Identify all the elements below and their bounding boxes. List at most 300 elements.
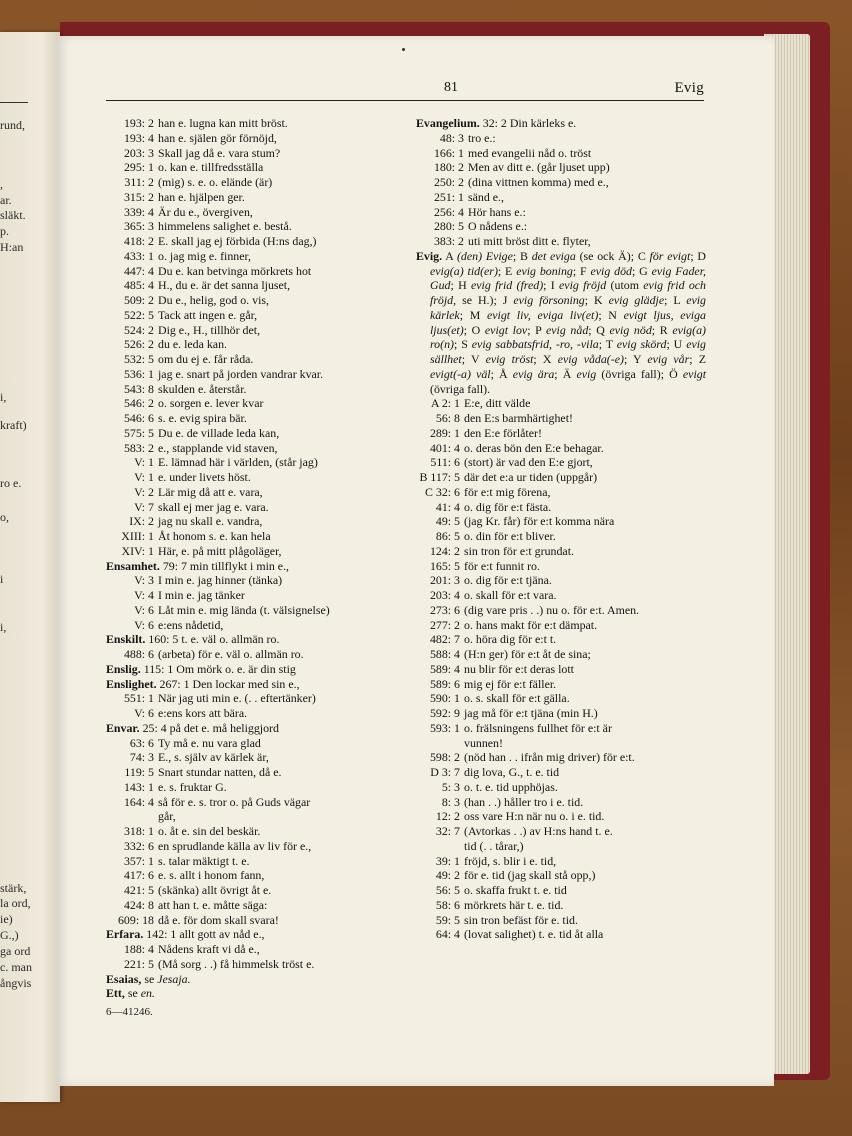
legend-term: evig fröjd xyxy=(559,278,607,293)
index-line xyxy=(106,426,396,441)
quotation-text: han e. själen gör förnöjd, xyxy=(158,130,277,145)
index-line xyxy=(106,264,396,279)
quotation-text: 267: 1 Den lockar med sin e., xyxy=(159,676,300,691)
right-column xyxy=(416,116,706,942)
index-line xyxy=(106,559,396,574)
hymn-reference: 277: 2 xyxy=(429,617,460,632)
index-line xyxy=(106,898,396,913)
index-line xyxy=(416,514,706,529)
left-page-fragment: H:an xyxy=(0,240,24,254)
index-line xyxy=(416,927,706,942)
index-line xyxy=(106,588,396,603)
index-line xyxy=(106,411,396,426)
index-line xyxy=(106,736,396,751)
quotation-text: 25: 4 på det e. må heliggjord xyxy=(142,720,279,735)
hymn-reference: 526: 2 xyxy=(123,337,154,352)
index-line xyxy=(106,367,396,382)
hymn-reference: 589: 6 xyxy=(429,676,460,691)
left-page-fragment: ar. xyxy=(0,193,12,207)
quotation-text: Dig e., H., tillhör det, xyxy=(158,322,261,337)
legend-term: evigt ljus, eviga ljus(et) xyxy=(430,307,706,337)
index-line xyxy=(106,337,396,352)
quotation-text: han e. hjälpen ger. xyxy=(158,189,245,204)
headword: Ett, xyxy=(106,986,125,1001)
index-line xyxy=(106,190,396,205)
index-line xyxy=(416,662,706,677)
hymn-reference: 48: 3 xyxy=(439,130,464,145)
quotation-text: e. s. fruktar G. xyxy=(158,779,227,794)
quotation-text: (jag Kr. får) för e:t komma nära xyxy=(464,514,615,529)
quotation-text: Nådens kraft vi då e., xyxy=(158,942,260,956)
quotation-text: jag nu skall e. vandra, xyxy=(158,514,263,529)
hymn-reference: 193: 4 xyxy=(123,130,154,145)
hymn-reference: V: 6 xyxy=(134,602,154,617)
hymn-reference: 289: 1 xyxy=(429,425,460,440)
quotation-text: skall ej mer jag e. vara. xyxy=(158,499,269,514)
legend-term: evig vår xyxy=(647,352,690,366)
quotation-text: sänd e., xyxy=(468,189,504,204)
quotation-text: o. jag mig e. finner, xyxy=(158,248,251,263)
index-line xyxy=(106,913,396,928)
quotation-text: H., du e. är det sanna ljuset, xyxy=(158,278,291,293)
hymn-reference: 609: 18 xyxy=(117,912,154,927)
quotation-text: (han . .) håller tro i e. tid. xyxy=(464,794,584,809)
quotation-text: 115: 1 Om mörk o. e. är din stig xyxy=(143,661,296,676)
legend-term: evig våda(-e) xyxy=(557,352,624,366)
hymn-reference: 180: 2 xyxy=(433,160,464,175)
quotation-text: nu blir för e:t deras lott xyxy=(464,661,574,676)
index-line xyxy=(106,942,396,957)
legend-term: evigt liv, eviga liv(et) xyxy=(487,307,599,322)
index-line xyxy=(416,780,706,795)
headword: Envar. xyxy=(106,720,140,735)
legend-term: (den) Evige xyxy=(456,248,513,263)
legend-term: evig Fader, Gud xyxy=(430,263,706,293)
index-line xyxy=(106,839,396,854)
left-page-fragment: G.,) xyxy=(0,928,19,942)
hymn-reference: V: 7 xyxy=(134,499,154,514)
index-line xyxy=(416,706,706,721)
cross-reference: Jesaja. xyxy=(157,971,191,986)
quotation-text: E. skall jag ej förbida (H:ns dag,) xyxy=(158,234,317,248)
index-line xyxy=(106,677,396,692)
hymn-reference: 49: 5 xyxy=(435,514,460,529)
headword: Enskilt. xyxy=(106,632,146,647)
index-line xyxy=(106,514,396,529)
index-line xyxy=(416,854,706,869)
quotation-text: (Må sorg . .) få himmelsk tröst e. xyxy=(158,956,315,971)
index-line xyxy=(416,824,706,839)
quotation-text: Åt honom s. e. kan hela xyxy=(158,529,271,543)
left-page-fragment: stärk, xyxy=(0,881,27,895)
index-line xyxy=(416,529,706,544)
hymn-reference: 315: 2 xyxy=(123,189,154,204)
hymn-reference: 32: 7 xyxy=(435,824,460,838)
quotation-text: (dig vare pris . .) nu o. för e:t. Amen. xyxy=(464,602,640,617)
quotation-text: Är du e., övergiven, xyxy=(158,204,253,219)
hymn-reference: 58: 6 xyxy=(435,897,460,912)
hymn-reference: 280: 5 xyxy=(433,219,464,234)
index-line xyxy=(106,573,396,588)
quotation-text: e:ens kors att bära. xyxy=(158,706,248,720)
index-line xyxy=(106,219,396,234)
signature-mark: 6—41246. xyxy=(106,1006,153,1018)
legend-term: evig sällhet xyxy=(430,337,706,366)
quotation-text: oss vare H:n när nu o. i e. tid. xyxy=(464,809,605,824)
hymn-reference: 592: 9 xyxy=(429,706,460,720)
index-line xyxy=(106,500,396,515)
legend-term: evig försoning xyxy=(513,293,585,307)
index-line xyxy=(416,677,706,692)
cross-reference: en. xyxy=(140,986,155,1001)
index-line xyxy=(106,205,396,220)
left-page-fragment: ro e. xyxy=(0,476,22,490)
hymn-reference: V: 1 xyxy=(134,455,154,470)
hymn-reference: 590: 1 xyxy=(429,691,460,706)
index-line xyxy=(106,854,396,869)
legend-term: evig nåd xyxy=(545,322,589,337)
left-page-fragment: släkt. xyxy=(0,208,26,222)
quotation-text: för e:t mig förena, xyxy=(464,484,551,499)
quotation-text: Lär mig då att e. vara, xyxy=(158,484,263,499)
quotation-text: o. skall för e:t vara. xyxy=(464,588,557,602)
index-line xyxy=(416,175,706,190)
hymn-reference: 273: 6 xyxy=(429,602,460,617)
quotation-text: med evangelii nåd o. tröst xyxy=(468,145,592,160)
quotation-text: för e:t funnit ro. xyxy=(464,558,540,573)
hymn-reference: 383: 2 xyxy=(433,234,464,248)
hymn-reference: 250: 2 xyxy=(433,175,464,189)
quotation-text: O nådens e.: xyxy=(468,219,528,234)
quotation-text: en sprudlande källa av liv för e., xyxy=(158,838,312,853)
index-line xyxy=(106,750,396,765)
index-line xyxy=(416,411,706,426)
index-line xyxy=(106,382,396,397)
quotation-text: Låt min e. mig lända (t. välsignelse) xyxy=(158,602,330,617)
index-line xyxy=(106,824,396,839)
left-page-fragment: i, xyxy=(0,390,7,404)
index-line xyxy=(416,868,706,883)
left-page-fragment: , xyxy=(0,177,3,191)
quotation-text: Du e. kan betvinga mörkrets hot xyxy=(158,263,312,278)
book-page xyxy=(56,36,774,1086)
index-line xyxy=(416,883,706,898)
hymn-reference: V: 1 xyxy=(134,470,154,484)
quotation-text: går, xyxy=(158,809,176,824)
hymn-reference: 164: 4 xyxy=(123,794,154,809)
quotation-text: Skall jag då e. vara stum? xyxy=(158,145,281,160)
hymn-reference: 311: 2 xyxy=(124,175,154,189)
legend-term: evig boning xyxy=(516,263,573,278)
quotation-text: e., stapplande vid staven, xyxy=(158,440,278,455)
hymn-reference: 339: 4 xyxy=(123,204,154,219)
index-line xyxy=(416,544,706,559)
hymn-reference: 295: 1 xyxy=(123,160,154,175)
index-line xyxy=(106,868,396,883)
legend-term: evig frid och fröjd xyxy=(430,278,707,307)
quotation-text: fröjd, s. blir i e. tid, xyxy=(464,853,557,868)
quotation-text: E., s. själv av kärlek är, xyxy=(158,750,269,765)
quotation-text: tid (. . tårar,) xyxy=(464,838,524,853)
index-line xyxy=(416,647,706,662)
index-line xyxy=(416,131,706,146)
headword: Erfara. xyxy=(106,927,144,942)
quotation-text: (dina vittnen komma) med e., xyxy=(468,175,609,189)
quotation-text: Tack att ingen e. går, xyxy=(158,307,258,322)
hymn-reference: 583: 2 xyxy=(123,440,154,455)
index-line xyxy=(416,691,706,706)
quotation-text: s. talar mäktigt t. e. xyxy=(158,853,250,868)
hymn-reference: 49: 2 xyxy=(435,868,460,883)
hymn-reference: 546: 6 xyxy=(123,411,154,425)
quotation-text: dig lova, G., t. e. tid xyxy=(464,765,560,779)
quotation-text: (lovat salighet) t. e. tid åt alla xyxy=(464,927,604,942)
index-line xyxy=(106,972,396,987)
quotation-text: 32: 2 Din kärleks e. xyxy=(482,116,577,130)
hymn-reference: 8: 3 xyxy=(441,794,460,809)
quotation-text: 160: 5 t. e. väl o. allmän ro. xyxy=(148,632,280,647)
index-line xyxy=(106,780,396,795)
quotation-text: där det e:a ur tiden (uppgår) xyxy=(464,470,598,484)
left-page-fragment: kraft) xyxy=(0,418,27,432)
left-page-rule xyxy=(0,102,28,103)
hymn-reference: 56: 5 xyxy=(435,883,460,897)
index-line xyxy=(106,603,396,618)
index-line xyxy=(106,706,396,721)
see-label: se xyxy=(127,986,138,1001)
index-line xyxy=(416,219,706,234)
hymn-reference: 5: 3 xyxy=(441,779,460,794)
hymn-reference: B 117: 5 xyxy=(419,470,460,484)
quotation-text: o. sorgen e. lever kvar xyxy=(158,396,264,411)
quotation-text: Snart stundar natten, då e. xyxy=(158,765,282,779)
index-line xyxy=(416,160,706,175)
hymn-reference: 64: 4 xyxy=(435,927,460,942)
index-line xyxy=(416,588,706,603)
hymn-reference: 143: 1 xyxy=(123,779,154,794)
index-line xyxy=(106,116,396,131)
hymn-reference: 524: 2 xyxy=(123,322,154,337)
hymn-reference: 543: 8 xyxy=(123,381,154,396)
index-line xyxy=(416,234,706,249)
page-header xyxy=(106,80,704,101)
hymn-reference: 332: 6 xyxy=(123,838,154,853)
quotation-text: tro e.: xyxy=(468,130,496,145)
hymn-reference: 551: 1 xyxy=(123,691,154,706)
quotation-text: o. dig för e:t tjäna. xyxy=(464,573,552,588)
hymn-reference: 546: 2 xyxy=(123,396,154,411)
quotation-text: den E:e förlåter! xyxy=(464,425,542,440)
legend-term: evig(a) ro(n) xyxy=(430,322,706,352)
quotation-text: himmelens salighet e. bestå. xyxy=(158,219,292,234)
index-line xyxy=(106,632,396,647)
quotation-text: e. under livets höst. xyxy=(158,470,251,484)
quotation-text: o. dig för e:t fästa. xyxy=(464,499,552,514)
hymn-reference: 401: 4 xyxy=(429,440,460,455)
hymn-reference: 59: 5 xyxy=(435,912,460,927)
quotation-text: sin tron för e:t grundat. xyxy=(464,543,574,558)
index-line xyxy=(106,352,396,367)
index-line xyxy=(106,795,396,810)
index-line xyxy=(106,721,396,736)
hymn-reference: 485: 4 xyxy=(123,278,154,293)
quotation-text: skulden e. återstår. xyxy=(158,381,247,396)
entry-key-legend: A (den) Evige; B det eviga (se ock Ä); C för evigt; D evig(a) tid(er); E evig boning; F evig död; G evig Fader, Gud; H evig frid (fred); I evig fröjd (utom evig frid och fröjd, se H.); J evig försoning; K evig glädje; L evig kärlek; M evigt liv, eviga liv(et); N evigt ljus, eviga ljus(et); O evigt lov; P evig nåd; Q evig nöd; R evig(a) ro(n); S evig sabbatsfrid, -ro, -vila; T evig skörd; U evig sällhet; V evig tröst; X evig våda(-e); Y evig vår; Z evigt(-a) väl; Å evig ära; Ä evig (övriga fall); Ö evigt (övriga fall). xyxy=(430,248,707,396)
hymn-reference: 418: 2 xyxy=(123,234,154,248)
quotation-text: jag må för e:t tjäna (min H.) xyxy=(464,706,598,720)
index-line xyxy=(106,529,396,544)
index-line xyxy=(416,500,706,515)
headword: Enslig. xyxy=(106,661,141,676)
hymn-reference: 417: 6 xyxy=(123,868,154,883)
hymn-reference: 221: 5 xyxy=(123,956,154,971)
hymn-reference: 424: 8 xyxy=(123,897,154,912)
quotation-text: o. frälsningens fullhet för e:t är xyxy=(464,720,612,735)
legend-term: evig glädje xyxy=(608,293,665,307)
index-line xyxy=(416,146,706,161)
quotation-text: så för e. s. tror o. på Guds vägar xyxy=(158,794,311,809)
index-line xyxy=(416,765,706,780)
hymn-reference: V: 2 xyxy=(134,484,154,499)
left-page-fragment: p. xyxy=(0,224,9,238)
hymn-reference: 447: 4 xyxy=(123,263,154,278)
quotation-text: o. åt e. sin del beskär. xyxy=(158,824,261,838)
quotation-text: I min e. jag tänker xyxy=(158,588,245,602)
index-line xyxy=(416,721,706,736)
quotation-text: o. t. e. tid upphöjas. xyxy=(464,779,558,794)
page-speck xyxy=(402,48,405,51)
quotation-text: (skänka) allt övrigt åt e. xyxy=(158,883,272,897)
legend-term: evigt lov xyxy=(484,322,528,337)
hymn-reference: V: 4 xyxy=(134,588,154,602)
index-line xyxy=(416,559,706,574)
quotation-text: o. kan e. tillfredsställa xyxy=(158,160,264,175)
legend-term: evig nöd xyxy=(609,322,652,337)
index-line xyxy=(106,146,396,161)
quotation-text: o. din för e:t bliver. xyxy=(464,529,556,543)
hymn-reference: V: 6 xyxy=(134,706,154,720)
index-line xyxy=(106,662,396,677)
headword: Enslighet. xyxy=(106,676,157,691)
left-page-fragment: la ord, xyxy=(0,896,31,910)
left-column xyxy=(106,116,396,1001)
hymn-reference: 201: 3 xyxy=(429,573,460,588)
quotation-text: 142: 1 allt gott av nåd e., xyxy=(146,927,265,942)
hymn-reference: 575: 5 xyxy=(123,425,154,440)
quotation-text: o. deras bön den E:e behagar. xyxy=(464,440,604,455)
left-page-fragment: c. man xyxy=(0,960,32,974)
quotation-text: du e. leda kan. xyxy=(158,337,228,352)
index-line xyxy=(106,323,396,338)
index-line xyxy=(416,898,706,913)
index-line xyxy=(106,249,396,264)
hymn-reference: 193: 2 xyxy=(123,116,154,130)
hymn-reference: 509: 2 xyxy=(123,293,154,307)
hymn-reference: 256: 4 xyxy=(433,204,464,219)
index-line xyxy=(416,736,706,751)
hymn-reference: 357: 1 xyxy=(123,853,154,868)
legend-term: evig skörd xyxy=(616,337,667,352)
index-line xyxy=(416,470,706,485)
index-line xyxy=(106,485,396,500)
quotation-text: I min e. jag hinner (tänka) xyxy=(158,573,283,588)
legend-term: evigt xyxy=(682,366,706,381)
quotation-text: för e. tid (jag skall stå opp,) xyxy=(464,868,596,883)
quotation-text: Här, e. på mitt plågoläger, xyxy=(158,543,282,558)
hymn-reference: 63: 6 xyxy=(129,735,154,750)
legend-term: evig tröst xyxy=(485,352,534,366)
index-line xyxy=(416,809,706,824)
hymn-reference: 41: 4 xyxy=(435,499,460,514)
hymn-reference: 482: 7 xyxy=(429,632,460,647)
left-page xyxy=(0,32,60,1102)
index-line xyxy=(106,396,396,411)
quotation-text: o. höra dig för e:t t. xyxy=(464,632,557,647)
hymn-reference: 119: 5 xyxy=(124,765,154,779)
index-line xyxy=(106,470,396,485)
quotation-text: E:e, ditt välde xyxy=(464,396,531,411)
quotation-text: Men av ditt e. (går ljuset upp) xyxy=(468,160,610,175)
index-line xyxy=(106,175,396,190)
left-page-fragment: i, xyxy=(0,620,7,634)
quotation-text: uti mitt bröst ditt e. flyter, xyxy=(468,234,591,248)
legend-term: evig kärlek xyxy=(430,293,706,322)
index-line xyxy=(416,603,706,618)
quotation-text: s. e. evig spira bär. xyxy=(158,411,247,425)
quotation-text: e. s. allt i honom fann, xyxy=(158,868,265,883)
index-line xyxy=(416,632,706,647)
left-page-fragment: ie) xyxy=(0,912,13,926)
quotation-text: om du ej e. får råda. xyxy=(158,352,254,366)
legend-term: evig frid (fred) xyxy=(470,278,544,293)
index-line xyxy=(416,485,706,500)
index-line xyxy=(416,618,706,633)
hymn-reference: 421: 5 xyxy=(123,883,154,897)
hymn-reference: 203: 3 xyxy=(123,145,154,160)
index-line xyxy=(106,160,396,175)
quotation-text: e:ens nådetid, xyxy=(158,617,224,632)
quotation-text: (Avtorkas . .) av H:ns hand t. e. xyxy=(464,824,613,838)
index-line xyxy=(416,441,706,456)
index-line xyxy=(106,809,396,824)
index-line xyxy=(416,190,706,205)
hymn-reference: A 2: 1 xyxy=(430,396,460,411)
hymn-reference: 536: 1 xyxy=(123,366,154,381)
index-line xyxy=(416,396,706,411)
hymn-reference: XIII: 1 xyxy=(121,529,154,543)
left-page-fragment: ga ord xyxy=(0,944,31,958)
quotation-text: mörkrets här t. e. tid. xyxy=(464,897,564,912)
legend-term: evig ära xyxy=(512,366,555,381)
hymn-reference: 56: 8 xyxy=(435,411,460,425)
index-line xyxy=(106,986,396,1001)
left-page-fragment: rund, xyxy=(0,118,25,132)
index-line xyxy=(106,957,396,972)
index-line xyxy=(106,883,396,898)
index-line xyxy=(106,544,396,559)
hymn-reference: 188: 4 xyxy=(123,942,154,956)
quotation-text: 79: 7 min tillflykt i min e., xyxy=(162,558,290,573)
hymn-reference: 165: 5 xyxy=(429,558,460,573)
legend-term: evigt(-a) väl xyxy=(430,366,491,381)
hymn-reference: D 3: 7 xyxy=(430,765,460,779)
index-line xyxy=(106,455,396,470)
hymn-reference: 166: 1 xyxy=(433,145,464,160)
quotation-text: (nöd han . . ifrån mig driver) för e:t. xyxy=(464,750,635,765)
hymn-reference: 593: 1 xyxy=(429,720,460,735)
index-line xyxy=(416,795,706,810)
index-line xyxy=(416,839,706,854)
